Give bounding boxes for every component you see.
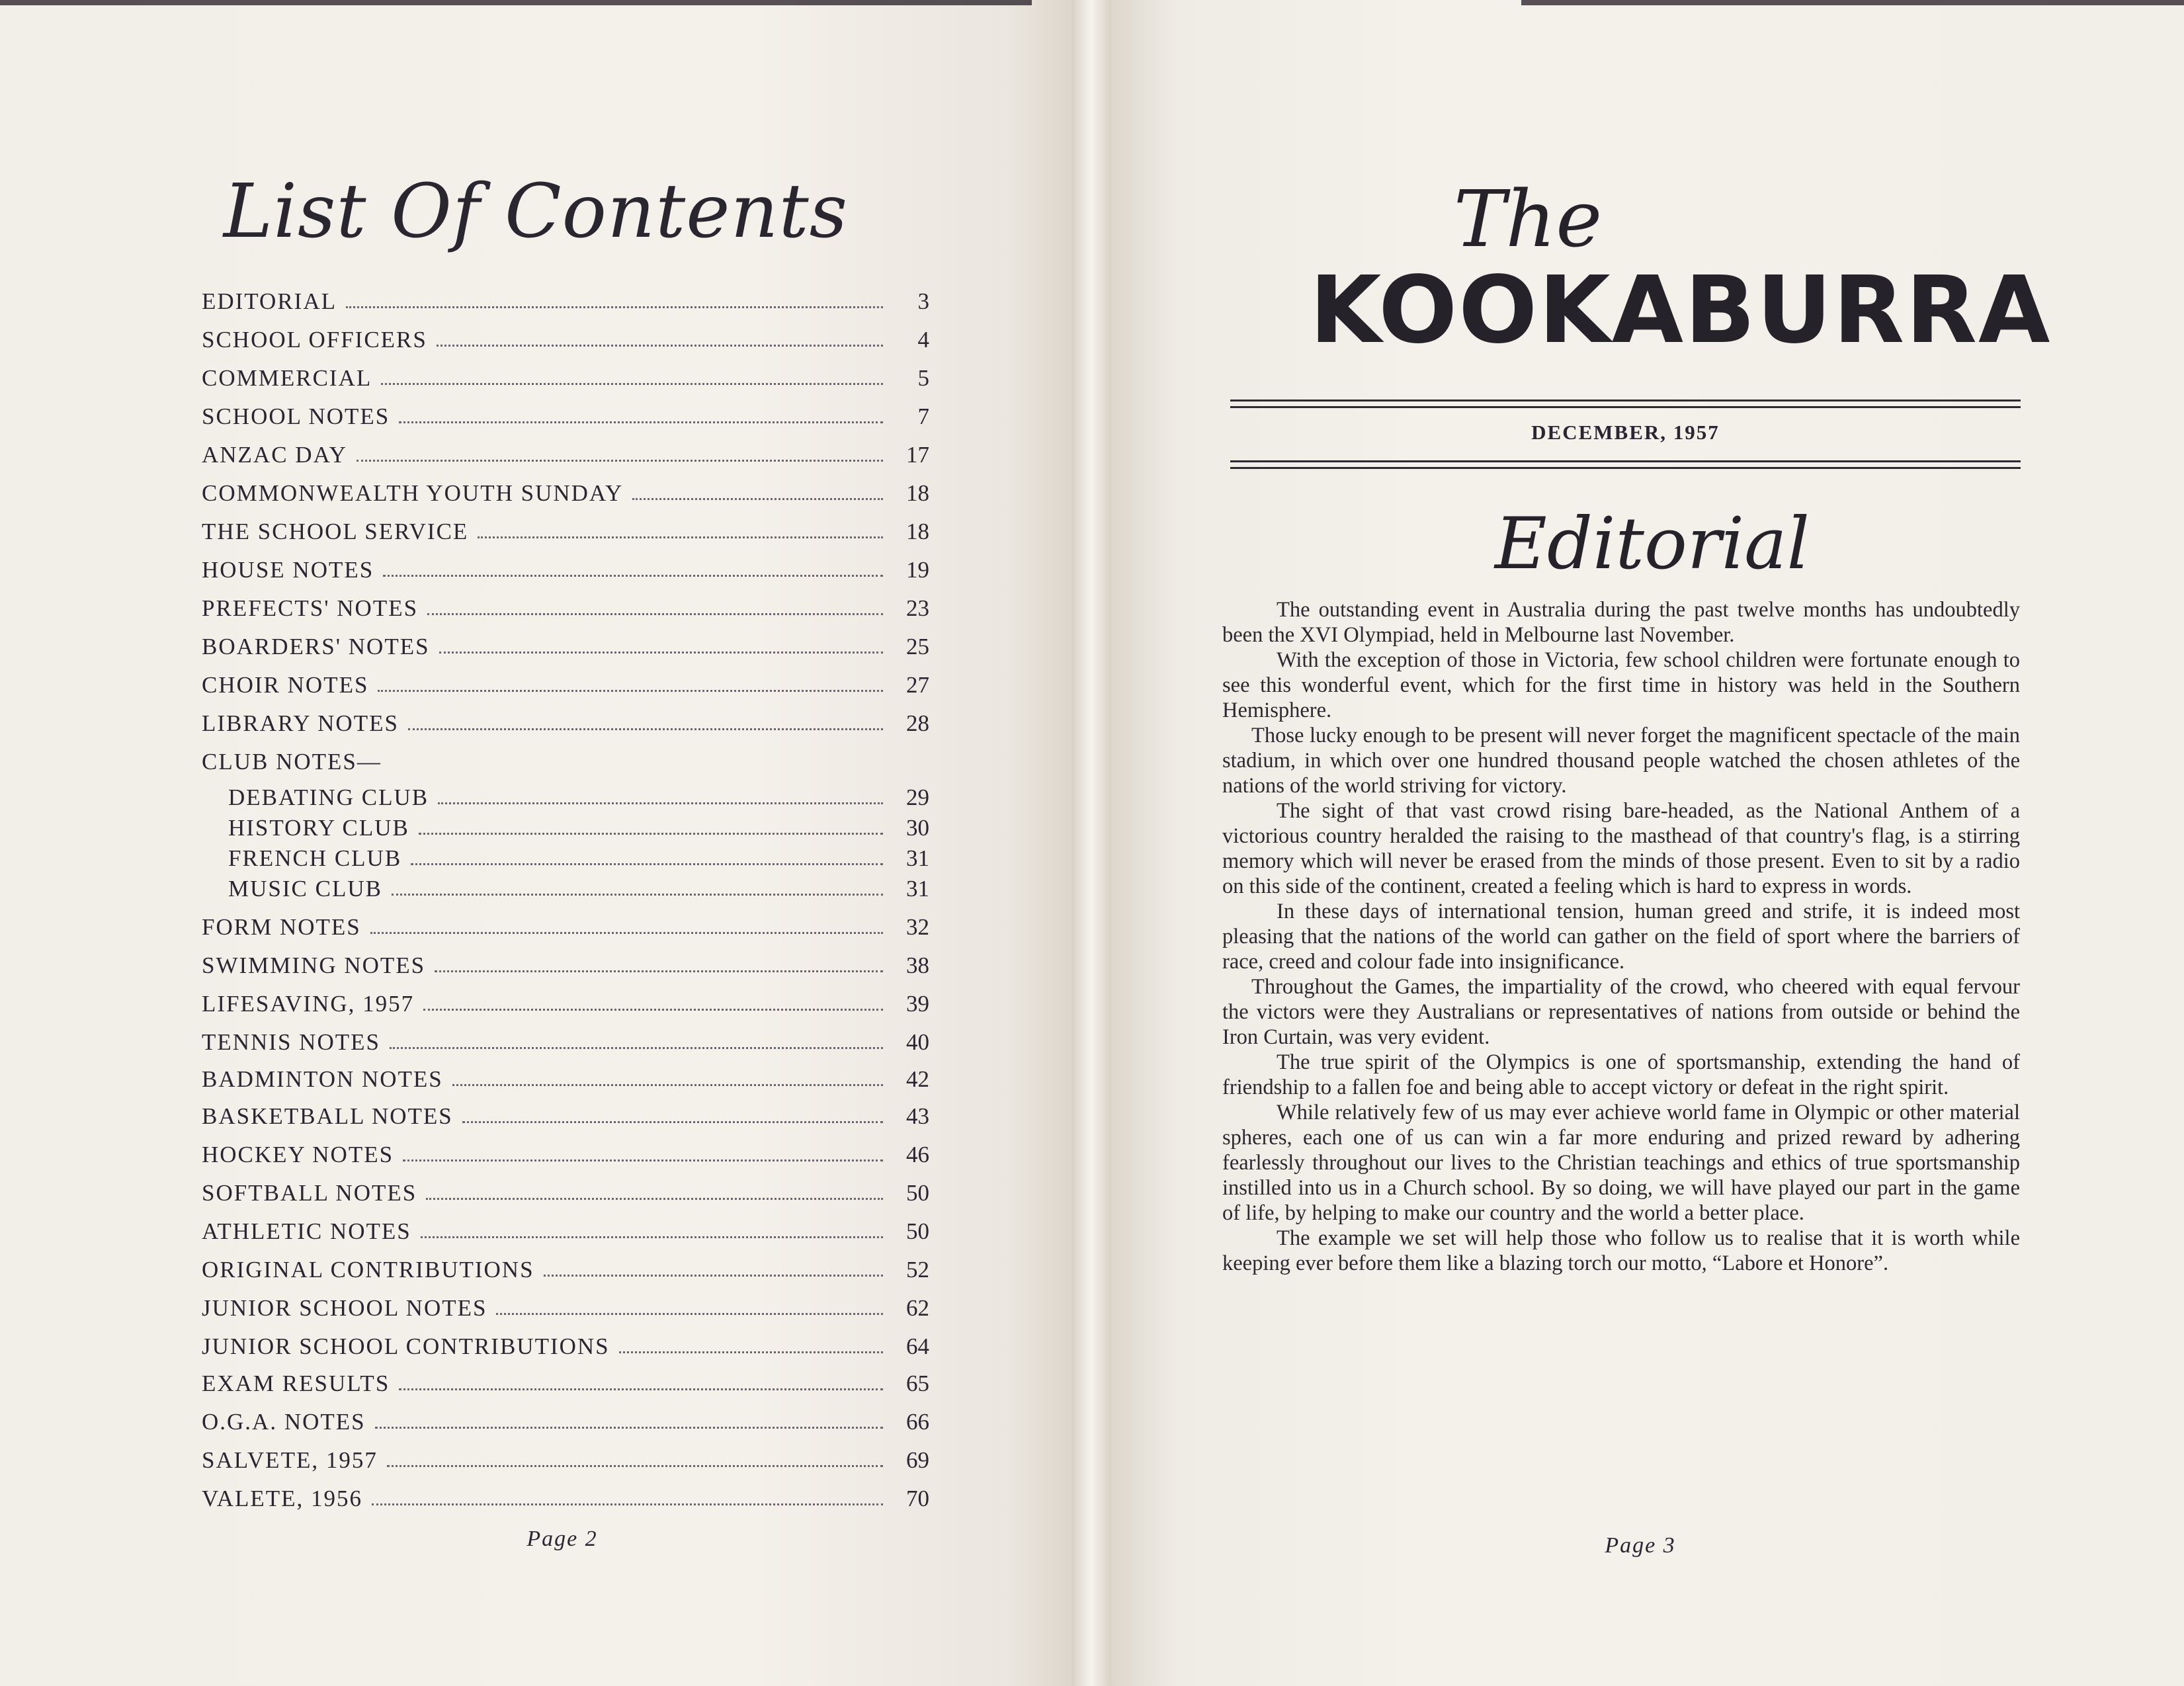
contents-entry-label: BADMINTON NOTES [202, 1066, 443, 1092]
contents-entry [202, 397, 929, 430]
contents-entry [202, 1402, 929, 1435]
book-gutter [1071, 0, 1111, 1686]
contents-entry [202, 742, 929, 775]
contents-entry-page: 46 [906, 1142, 929, 1167]
dot-leader [427, 613, 883, 615]
dot-leader [437, 345, 883, 347]
contents-entry-label: MUSIC CLUB [228, 876, 382, 902]
contents-entry-page: 65 [906, 1370, 929, 1396]
dot-leader [403, 1159, 883, 1161]
contents-entry-label: PREFECTS' NOTES [202, 595, 419, 621]
contents-entry [202, 946, 929, 979]
contents-entry [202, 1023, 929, 1056]
dot-leader [439, 652, 883, 653]
dot-leader [390, 1047, 883, 1049]
editorial-title: Editorial [1495, 503, 1810, 585]
contents-entry [228, 808, 929, 841]
contents-entry-label: BASKETBALL NOTES [202, 1103, 453, 1129]
dot-leader [383, 575, 883, 577]
contents-entry [202, 1441, 929, 1474]
contents-entry [202, 1250, 929, 1283]
contents-entry [202, 589, 929, 622]
contents-entry-label: FORM NOTES [202, 914, 361, 940]
contents-entry [202, 1327, 929, 1360]
dot-leader [544, 1275, 883, 1277]
contents-entry-page: 31 [906, 845, 929, 871]
contents-entry-label: DEBATING CLUB [228, 784, 429, 810]
contents-entry-label: ANZAC DAY [202, 442, 347, 468]
dot-leader [399, 421, 883, 423]
contents-entry [202, 1173, 929, 1206]
dot-leader [452, 1084, 883, 1086]
dot-leader [619, 1351, 883, 1353]
rule-bottom-2 [1230, 467, 2021, 469]
contents-entry [202, 1212, 929, 1245]
contents-entry-page: 50 [906, 1180, 929, 1206]
dot-leader [426, 1198, 883, 1200]
dot-leader [423, 1009, 883, 1011]
contents-entry-page: 17 [906, 442, 929, 468]
contents-entry-page: 25 [906, 634, 929, 659]
editorial-paragraph: The outstanding event in Australia during the past twelve months has undoubtedly been the XVI Olympiad, held in Melbourne last November. [1222, 598, 2020, 647]
contents-entry [202, 282, 929, 315]
contents-entry [202, 1135, 929, 1168]
contents-entry-page: 30 [906, 815, 929, 841]
contents-entry [202, 320, 929, 353]
page-number: Page 3 [1605, 1533, 1676, 1558]
contents-entry [202, 550, 929, 583]
rule-bottom-1 [1230, 460, 2021, 462]
contents-entry-page: 52 [906, 1257, 929, 1283]
editorial-paragraph: The example we set will help those who follow us to realise that it is worth while keeping ever before them like a blazing torch our motto, “Labore et Honore”. [1222, 1226, 2020, 1275]
page-edge-line [0, 0, 1032, 5]
editorial-paragraph: With the exception of those in Victoria, few school children were fortunate enough to see this wonderful event, which for the first time in history was held in the Southern Hemisphere. [1222, 648, 2020, 722]
contents-entry-label: JUNIOR SCHOOL CONTRIBUTIONS [202, 1333, 610, 1359]
contents-entry-page: 19 [906, 557, 929, 583]
dot-leader [478, 536, 883, 538]
contents-entry-page: 7 [917, 403, 929, 429]
contents-entry-label: HISTORY CLUB [228, 815, 409, 841]
dot-leader [419, 833, 883, 835]
masthead-title: KOOKABURRA [1310, 257, 2052, 364]
contents-entry-label: FRENCH CLUB [228, 845, 402, 871]
page-number: Page 2 [526, 1527, 598, 1551]
contents-entry-page: 5 [917, 365, 929, 391]
left-page [0, 0, 1071, 1686]
contents-entry-page: 62 [906, 1295, 929, 1321]
page-edge-line [1521, 0, 2184, 5]
contents-entry [202, 474, 929, 507]
contents-entry-label: ATHLETIC NOTES [202, 1218, 411, 1244]
contents-entry-label: BOARDERS' NOTES [202, 634, 430, 659]
contents-entry [228, 839, 929, 872]
contents-entry-label: SOFTBALL NOTES [202, 1180, 417, 1206]
dot-leader [375, 1427, 883, 1429]
contents-entry-label: LIFESAVING, 1957 [202, 991, 415, 1017]
contents-entry [202, 1060, 929, 1093]
editorial-paragraph: While relatively few of us may ever achieve world fame in Olympic or other material spheres, each one of us can win a far more enduring and prized reward by adhering fearlessly throughout our lives to the Christian teachings and ethics of true sportsmanship instilled into us in a Church school. By so doing, we will have played our part in the game of life, by helping to make our country and the world a better place. [1222, 1101, 2020, 1225]
contents-entry-label: HOCKEY NOTES [202, 1142, 394, 1167]
issue-date: DECEMBER, 1957 [1531, 421, 1720, 444]
dot-leader [399, 1388, 883, 1390]
contents-entry [202, 512, 929, 545]
contents-entry-label: ORIGINAL CONTRIBUTIONS [202, 1257, 534, 1283]
contents-entry [202, 1364, 929, 1397]
contents-entry-label: SCHOOL NOTES [202, 403, 390, 429]
rule-top-1 [1230, 400, 2021, 401]
editorial-paragraph: Those lucky enough to be present will never forget the magnificent spectacle of the main stadium, in which over one hundred thousand people watched the chosen athletes of the nations of the world striving for victory. [1222, 724, 2020, 798]
contents-entry [202, 1097, 929, 1130]
dot-leader [381, 383, 883, 385]
contents-entry-label: TENNIS NOTES [202, 1029, 380, 1055]
contents-entry [202, 907, 929, 941]
editorial-paragraph: Throughout the Games, the impartiality of the crowd, who cheered with equal fervour the victors were they Australians or representatives of nations from outside or behind the Iron Curtain, was very evident. [1222, 975, 2020, 1049]
contents-entry [202, 435, 929, 468]
contents-entry-label: CLUB NOTES— [202, 749, 382, 775]
contents-entry-label: SWIMMING NOTES [202, 952, 426, 978]
contents-entry-page: 40 [906, 1029, 929, 1055]
contents-entry [202, 704, 929, 737]
contents-entry-page: 69 [906, 1447, 929, 1473]
contents-entry [202, 1288, 929, 1322]
contents-entry-label: SCHOOL OFFICERS [202, 327, 427, 353]
editorial-paragraph: In these days of international tension, human greed and strife, it is indeed most pleasing that the nations of the world can gather on the field of sport where the barriers of race, creed and colour fade into insignificance. [1222, 900, 2020, 974]
contents-entry-label: JUNIOR SCHOOL NOTES [202, 1295, 487, 1321]
contents-entry [228, 869, 929, 902]
editorial-paragraph: The sight of that vast crowd rising bare-headed, as the National Anthem of a victorious country heralded the raising to the masthead of that country's flag, is a stirring memory which will never be erased from the minds of those present. Even to sit by a radio on this side of the continent, created a feeling which is hard to express in words. [1222, 799, 2020, 898]
contents-entry-page: 42 [906, 1066, 929, 1092]
contents-entry-page: 23 [906, 595, 929, 621]
contents-entry-label: EDITORIAL [202, 288, 337, 314]
contents-entry-page: 43 [906, 1103, 929, 1129]
contents-entry [202, 665, 929, 698]
contents-entry-label: LIBRARY NOTES [202, 710, 399, 736]
contents-entry-label: THE SCHOOL SERVICE [202, 519, 469, 544]
contents-entry [202, 358, 929, 392]
contents-entry-label: HOUSE NOTES [202, 557, 374, 583]
contents-entry-page: 3 [917, 288, 929, 314]
dot-leader [370, 932, 883, 934]
contents-entry-page: 66 [906, 1409, 929, 1435]
dot-leader [357, 460, 883, 462]
editorial-body [1222, 597, 2020, 1276]
contents-entry-page: 31 [906, 876, 929, 902]
dot-leader [632, 498, 883, 500]
editorial-paragraph: The true spirit of the Olympics is one of sportsmanship, extending the hand of friendship to a fallen foe and being able to accept victory or defeat in the right spirit. [1222, 1050, 2020, 1099]
contents-entry-page: 38 [906, 952, 929, 978]
contents-entry-page: 39 [906, 991, 929, 1017]
dot-leader [346, 306, 883, 308]
contents-entry-page: 18 [906, 519, 929, 544]
rule-top-2 [1230, 406, 2021, 408]
contents-entry-label: CHOIR NOTES [202, 672, 369, 698]
contents-entry-label: VALETE, 1956 [202, 1486, 363, 1511]
dot-leader [438, 802, 883, 804]
dot-leader [408, 728, 883, 730]
contents-entry-page: 70 [906, 1486, 929, 1511]
contents-title: List Of Contents [223, 169, 849, 255]
contents-entry-page: 27 [906, 672, 929, 698]
contents-entry [202, 984, 929, 1017]
dot-leader [378, 690, 883, 692]
contents-entry-page: 32 [906, 914, 929, 940]
dot-leader [421, 1236, 883, 1238]
contents-entry [202, 627, 929, 660]
contents-entry-label: COMMERCIAL [202, 365, 372, 391]
contents-entry-page: 29 [906, 784, 929, 810]
dot-leader [496, 1313, 883, 1315]
contents-entry [228, 778, 929, 811]
contents-entry-label: SALVETE, 1957 [202, 1447, 378, 1473]
contents-entry-label: COMMONWEALTH YOUTH SUNDAY [202, 480, 624, 506]
dot-leader [392, 894, 883, 896]
contents-entry-label: O.G.A. NOTES [202, 1409, 366, 1435]
contents-entry [202, 1479, 929, 1512]
contents-entry-label: EXAM RESULTS [202, 1370, 390, 1396]
dot-leader [435, 970, 883, 972]
masthead-the: The [1453, 173, 1603, 265]
contents-entry-page: 4 [917, 327, 929, 353]
contents-entry-page: 50 [906, 1218, 929, 1244]
contents-entry-page: 18 [906, 480, 929, 506]
contents-entry-page: 64 [906, 1333, 929, 1359]
dot-leader [411, 863, 883, 865]
contents-entry-page: 28 [906, 710, 929, 736]
dot-leader [372, 1503, 883, 1505]
dot-leader [462, 1121, 883, 1123]
dot-leader [387, 1465, 883, 1467]
